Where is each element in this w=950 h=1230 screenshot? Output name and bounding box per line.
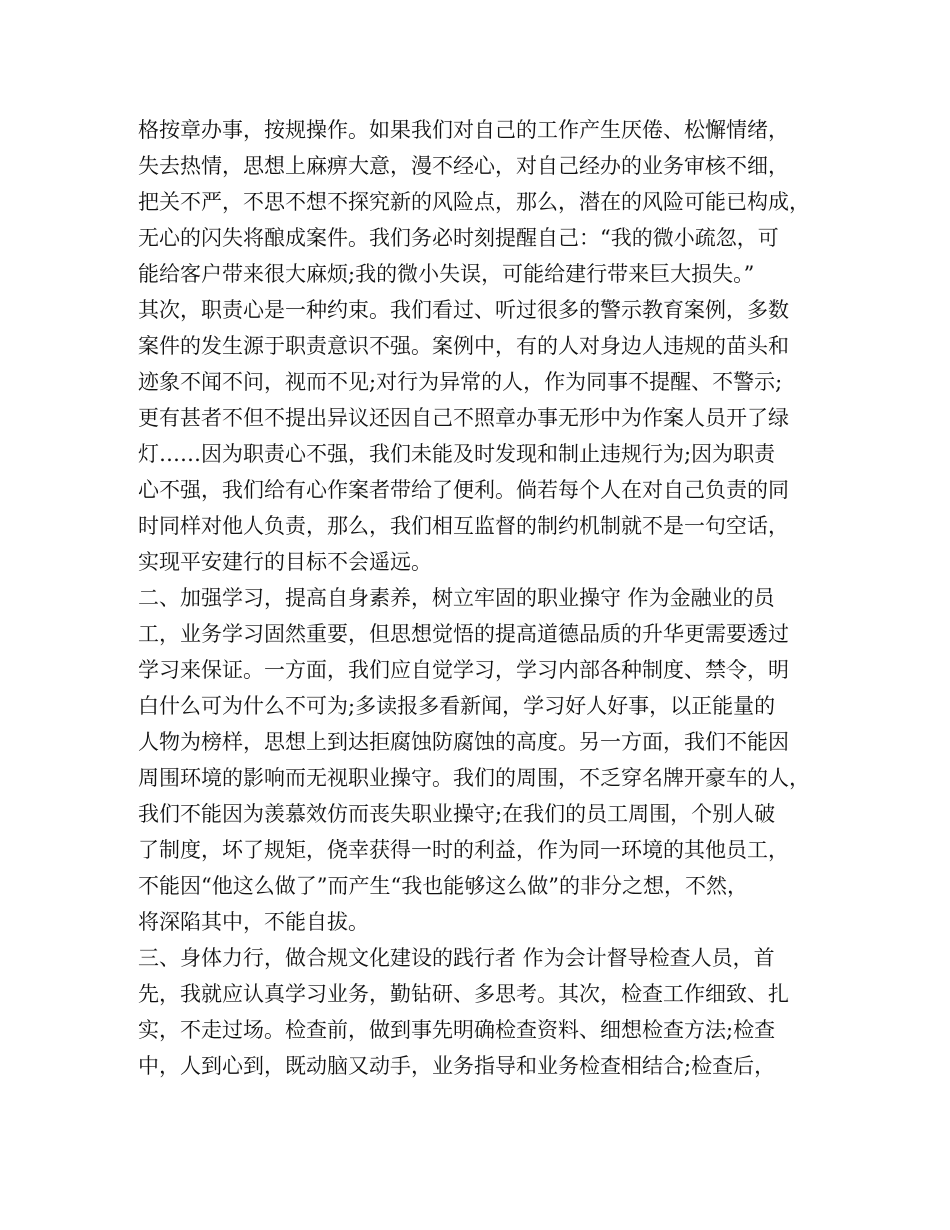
text-line: 心不强，我们给有心作案者带给了便利。倘若每个人在对自己负责的同 xyxy=(138,478,789,502)
text-line: 实现平安建行的目标不会遥远。 xyxy=(138,550,432,574)
text-line: 周围环境的影响而无视职业操守。我们的周围，不乏穿名牌开豪车的人， xyxy=(138,766,810,790)
text-line: 实，不走过场。检查前，做到事先明确检查资料、细想检查方法;检查 xyxy=(138,1018,776,1042)
text-line: 时同样对他人负责，那么，我们相互监督的制约机制就不是一句空话， xyxy=(138,514,789,538)
text-line: 能给客户带来很大麻烦;我的微小失误，可能给建行带来巨大损失。” xyxy=(138,262,755,286)
text-line: 格按章办事，按规操作。如果我们对自己的工作产生厌倦、松懈情绪， xyxy=(138,118,789,142)
text-line: 白什么可为什么不可为;多读报多看新闻，学习好人好事，以正能量的 xyxy=(138,694,776,718)
text-line: 案件的发生源于职责意识不强。案例中，有的人对身边人违规的苗头和 xyxy=(138,334,789,358)
text-line: 先，我就应认真学习业务，勤钻研、多思考。其次，检查工作细致、扎 xyxy=(138,982,789,1006)
text-line: 学习来保证。一方面，我们应自觉学习，学习内部各种制度、禁令，明 xyxy=(138,658,789,682)
text-line: 工，业务学习固然重要，但思想觉悟的提高道德品质的升华更需要透过 xyxy=(138,622,789,646)
text-line: 迹象不闻不问，视而不见;对行为异常的人，作为同事不提醒、不警示; xyxy=(138,370,783,394)
text-line: 失去热情，思想上麻痹大意，漫不经心，对自己经办的业务审核不细， xyxy=(138,154,789,178)
text-line: 更有甚者不但不提出异议还因自己不照章办事无形中为作案人员开了绿 xyxy=(138,406,789,430)
text-line: 把关不严，不思不想不探究新的风险点，那么，潜在的风险可能已构成， xyxy=(138,190,810,214)
text-line: 不能因“他这么做了”而产生“我也能够这么做”的非分之想，不然， xyxy=(138,874,748,898)
section-heading-line: 三、身体力行，做合规文化建设的践行者 作为会计督导检查人员，首 xyxy=(138,946,775,970)
text-line: 我们不能因为羡慕效仿而丧失职业操守;在我们的员工周围，个别人破 xyxy=(138,802,776,826)
text-line: 其次，职责心是一种约束。我们看过、听过很多的警示教育案例，多数 xyxy=(138,298,789,322)
text-line: 将深陷其中，不能自拔。 xyxy=(138,910,369,934)
text-line: 人物为榜样，思想上到达拒腐蚀防腐蚀的高度。另一方面，我们不能因 xyxy=(138,730,789,754)
text-line: 了制度，坏了规矩，侥幸获得一时的利益，作为同一环境的其他员工， xyxy=(138,838,789,862)
section-heading-line: 二、加强学习，提高自身素养，树立牢固的职业操守 作为金融业的员 xyxy=(138,586,775,610)
text-line: 无心的闪失将酿成案件。我们务必时刻提醒自己：“我的微小疏忽，可 xyxy=(138,226,779,250)
text-line: 灯……因为职责心不强，我们未能及时发现和制止违规行为;因为职责 xyxy=(138,442,776,466)
text-line: 中，人到心到，既动脑又动手，业务指导和业务检查相结合;检查后， xyxy=(138,1054,776,1078)
body-text xyxy=(138,112,838,1084)
